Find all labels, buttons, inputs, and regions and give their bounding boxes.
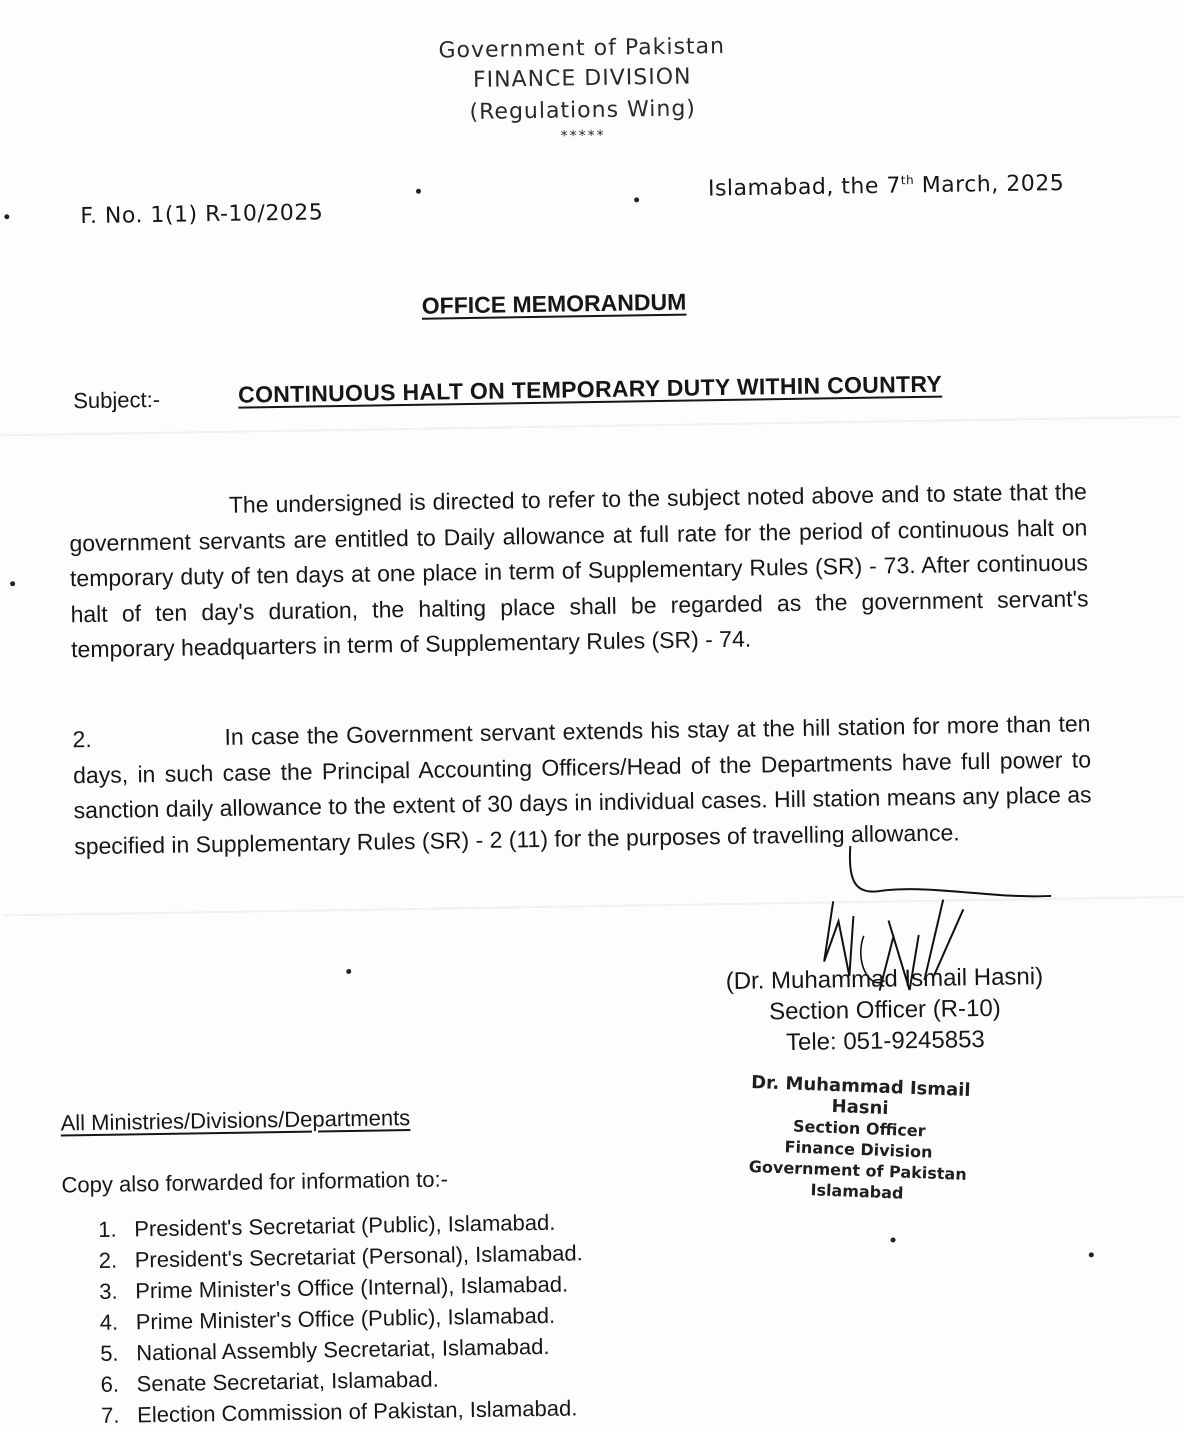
header-stars: ***** <box>560 127 606 145</box>
list-number: 4. <box>99 1309 119 1335</box>
header-government: Government of Pakistan <box>438 33 726 64</box>
signatory-name: (Dr. Muhammad Ismail Hasni) <box>725 963 1044 996</box>
place-date-suffix: March, 2025 <box>914 170 1065 199</box>
place-date-ordinal: th <box>900 173 915 188</box>
scan-speck <box>10 581 15 586</box>
memo-title: OFFICE MEMORANDUM <box>421 288 687 319</box>
subject-text: CONTINUOUS HALT ON TEMPORARY DUTY WITHIN COUNTRY <box>237 370 943 408</box>
subject-label: Subject:- <box>73 386 161 414</box>
stamp-government: Government of Pakistan <box>748 1156 968 1184</box>
signatory-phone: Tele: 051-9245853 <box>785 1025 986 1057</box>
list-number: 6. <box>100 1371 120 1397</box>
signatory-designation: Section Officer (R-10) <box>768 994 1001 1026</box>
list-text: Prime Minister's Office (Public), Islamabad. <box>135 1302 556 1335</box>
stamp-name: Dr. Muhammad Ismail Hasni <box>750 1072 971 1120</box>
list-number: 3. <box>99 1278 118 1304</box>
stamp-designation: Section Officer <box>792 1116 926 1141</box>
copy-note: Copy also forwarded for information to:- <box>61 1166 449 1198</box>
list-number: 5. <box>100 1340 119 1366</box>
list-text: Senate Secretariat, Islamabad. <box>136 1366 439 1397</box>
header-division: FINANCE DIVISION <box>472 64 692 93</box>
copy-list <box>98 1206 585 1431</box>
place-date-prefix: Islamabad, the 7 <box>707 173 902 202</box>
scan-speck <box>346 969 351 974</box>
scan-speck <box>890 1237 895 1242</box>
place-date <box>708 171 1065 202</box>
header-wing: (Regulations Wing) <box>469 96 697 125</box>
scan-speck <box>1089 1252 1094 1257</box>
list-text: Election Commission of Pakistan, Islamabad. <box>136 1395 578 1428</box>
paragraph-2-number: 2. <box>72 725 92 753</box>
list-item <box>101 1392 586 1431</box>
paragraph-1 <box>69 474 1090 667</box>
file-number: F. No. 1(1) R-10/2025 <box>80 200 324 230</box>
list-text: President's Secretariat (Personal), Islamabad. <box>134 1240 583 1273</box>
list-number: 1. <box>98 1216 117 1242</box>
scan-speck <box>4 214 9 219</box>
addressee: All Ministries/Divisions/Departments <box>60 1105 411 1136</box>
list-text: Prime Minister's Office (Internal), Islamabad. <box>135 1271 569 1304</box>
scan-speck <box>416 189 421 194</box>
list-text: President's Secretariat (Public), Islamabad. <box>134 1209 556 1242</box>
list-number: 2. <box>98 1247 118 1273</box>
signatory-block <box>704 961 1065 1060</box>
stamp-division: Finance Division <box>784 1137 933 1162</box>
list-number: 7. <box>100 1402 120 1428</box>
paragraph-indent <box>69 513 229 516</box>
scan-speck <box>634 197 639 202</box>
list-text: National Assembly Secretariat, Islamabad. <box>136 1333 550 1366</box>
stamp-city: Islamabad <box>810 1180 904 1203</box>
scan-artifact <box>0 416 1180 437</box>
paragraph-1-text: The undersigned is directed to refer to the subject noted above and to state that the government servants are entitled to Daily allowance at full rate for the period of continuous halt on temporary duty of ten days at one place in term of Supplementary Rules (SR) - 73. After continuous halt of ten day's duration, the halting place shall be regarded as the government servant's temporary headquarters in term of Supplementary Rules (SR) - 74. <box>69 478 1089 663</box>
paragraph-2-text: In case the Government servant extends his stay at the hill station for more than ten days, in such case the Principal Accounting Officers/Head of the Departments have full power to sanction daily allowance to the extent of 30 days in individual cases. Hill station means any place as specified in Supplementary Rules (SR) - 2 (11) for the purposes of travelling allowance. <box>72 710 1092 859</box>
official-stamp <box>717 1071 1001 1207</box>
